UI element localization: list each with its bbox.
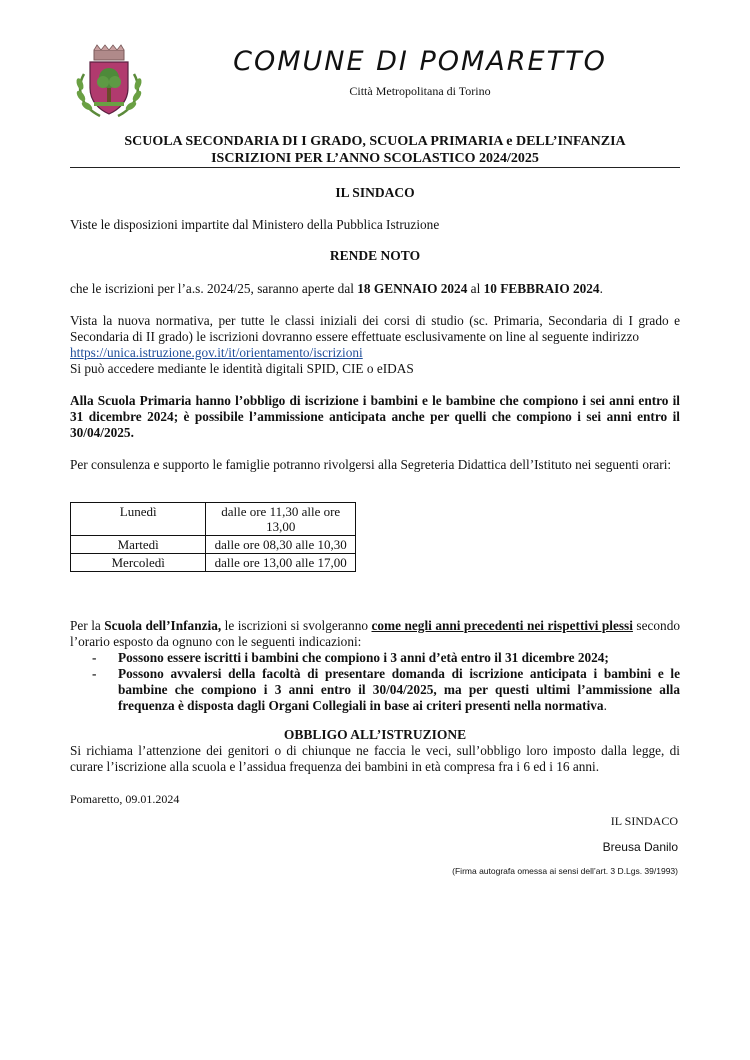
consulenza-paragraph: Per consulenza e supporto le famiglie potranno rivolgersi alla Segreteria Didattica dell’Istituto nei seguenti orari: bbox=[70, 457, 672, 472]
infanzia-paragraph bbox=[70, 618, 680, 650]
document-heading bbox=[70, 133, 680, 167]
infanzia-underlined: come negli anni precedenti nei rispettivi plessi bbox=[371, 618, 633, 633]
obbligo-heading: OBBLIGO ALL’ISTRUZIONE bbox=[283, 727, 467, 742]
iscrizioni-connector: al bbox=[467, 281, 484, 296]
time-cell: dalle ore 13,00 alle 17,00 bbox=[206, 554, 356, 572]
normativa-paragraph bbox=[70, 313, 680, 377]
access-methods-text: Si può accedere mediante le identità digitali SPID, CIE o eIDAS bbox=[70, 361, 414, 376]
signature-note: (Firma autografa omessa ai sensi dell’art. 3 D.Lgs. 39/1993) bbox=[452, 866, 678, 876]
primaria-paragraph: Alla Scuola Primaria hanno l’obbligo di iscrizione i bambini e le bambine che compiono i sei anni entro il 31 dicembre 2024; è possibile l’ammissione anticipata anche per quelli che compiono i sei anni entro il 30/04/2025. bbox=[70, 393, 680, 440]
signer-title: IL SINDACO bbox=[610, 814, 678, 828]
table-row bbox=[71, 536, 356, 554]
heading-line-1: SCUOLA SECONDARIA DI I GRADO, SCUOLA PRIMARIA e DELL’INFANZIA bbox=[124, 134, 626, 149]
infanzia-text-mid: le iscrizioni si svolgeranno bbox=[221, 618, 372, 633]
list-item bbox=[92, 650, 680, 666]
municipality-subtitle: Città Metropolitana di Torino bbox=[349, 84, 491, 98]
iscrizioni-link[interactable]: https://unica.istruzione.gov.it/it/orientamento/iscrizioni bbox=[70, 345, 363, 360]
bullet-text bbox=[118, 666, 680, 714]
infanzia-text-post: secondo l’orario esposto da ognuno con le seguenti indicazioni: bbox=[70, 618, 680, 649]
viste-paragraph: Viste le disposizioni impartite dal Ministero della Pubblica Istruzione bbox=[70, 217, 440, 232]
bullet-text-bold: Possono avvalersi della facoltà di presentare domanda di iscrizione anticipata i bambini e le bambine che compiono i 3 anni entro il 30/04/2025, ma per questi ultimi l’ammissione alla frequenza è disposta dagli Organi Collegiali in base ai criteri presenti nella normativa bbox=[118, 666, 680, 713]
municipality-title: COMUNE DI POMARETTO bbox=[233, 46, 607, 77]
bullet-dash: - bbox=[92, 666, 97, 681]
iscrizioni-paragraph bbox=[70, 281, 680, 297]
municipal-coat-of-arms-icon bbox=[70, 44, 148, 122]
heading-line-2: ISCRIZIONI PER L’ANNO SCOLASTICO 2024/2025 bbox=[211, 151, 539, 166]
table-row bbox=[71, 503, 356, 536]
iscrizioni-period: . bbox=[599, 281, 603, 296]
time-cell: dalle ore 08,30 alle 10,30 bbox=[206, 536, 356, 554]
infanzia-text: Per la bbox=[70, 618, 105, 633]
bullet-dash: - bbox=[92, 650, 97, 665]
office-hours-table bbox=[70, 502, 356, 572]
infanzia-bold: Scuola dell’Infanzia, bbox=[104, 618, 222, 633]
heading-divider bbox=[70, 167, 680, 168]
place-date: Pomaretto, 09.01.2024 bbox=[70, 792, 180, 806]
time-cell: dalle ore 11,30 alle ore 13,00 bbox=[206, 503, 356, 536]
day-cell: Lunedì bbox=[71, 503, 206, 536]
iscrizioni-text: che le iscrizioni per l’a.s. 2024/25, saranno aperte dal bbox=[70, 281, 358, 296]
day-cell: Martedì bbox=[71, 536, 206, 554]
obbligo-paragraph: Si richiama l’attenzione dei genitori o di chiunque ne faccia le veci, sull’obbligo loro imposto dalla legge, di curare l’iscrizione alla scuola e l’assidua frequenza dei bambini in età compresa fra i 6 ed i 16 anni. bbox=[70, 743, 680, 774]
infanzia-bullet-list bbox=[92, 650, 680, 714]
list-item bbox=[92, 666, 680, 714]
start-date: 18 GENNAIO 2024 bbox=[357, 281, 468, 296]
bullet-period: . bbox=[603, 698, 607, 713]
rende-noto-heading: RENDE NOTO bbox=[329, 248, 421, 263]
normativa-text: Vista la nuova normativa, per tutte le classi iniziali dei corsi di studio (sc. Primaria, Secondaria di I grado e Secondaria di II grado) le iscrizioni dovranno essere effettuate esclusivamente on line al seguente indirizzo bbox=[70, 313, 680, 344]
signer-name: Breusa Danilo bbox=[602, 840, 678, 854]
table-row bbox=[71, 554, 356, 572]
il-sindaco-heading: IL SINDACO bbox=[335, 185, 415, 200]
bullet-text: Possono essere iscritti i bambini che compiono i 3 anni d’età entro il 31 dicembre 2024; bbox=[118, 650, 609, 665]
day-cell: Mercoledì bbox=[71, 554, 206, 572]
end-date: 10 FEBBRAIO 2024 bbox=[483, 281, 600, 296]
